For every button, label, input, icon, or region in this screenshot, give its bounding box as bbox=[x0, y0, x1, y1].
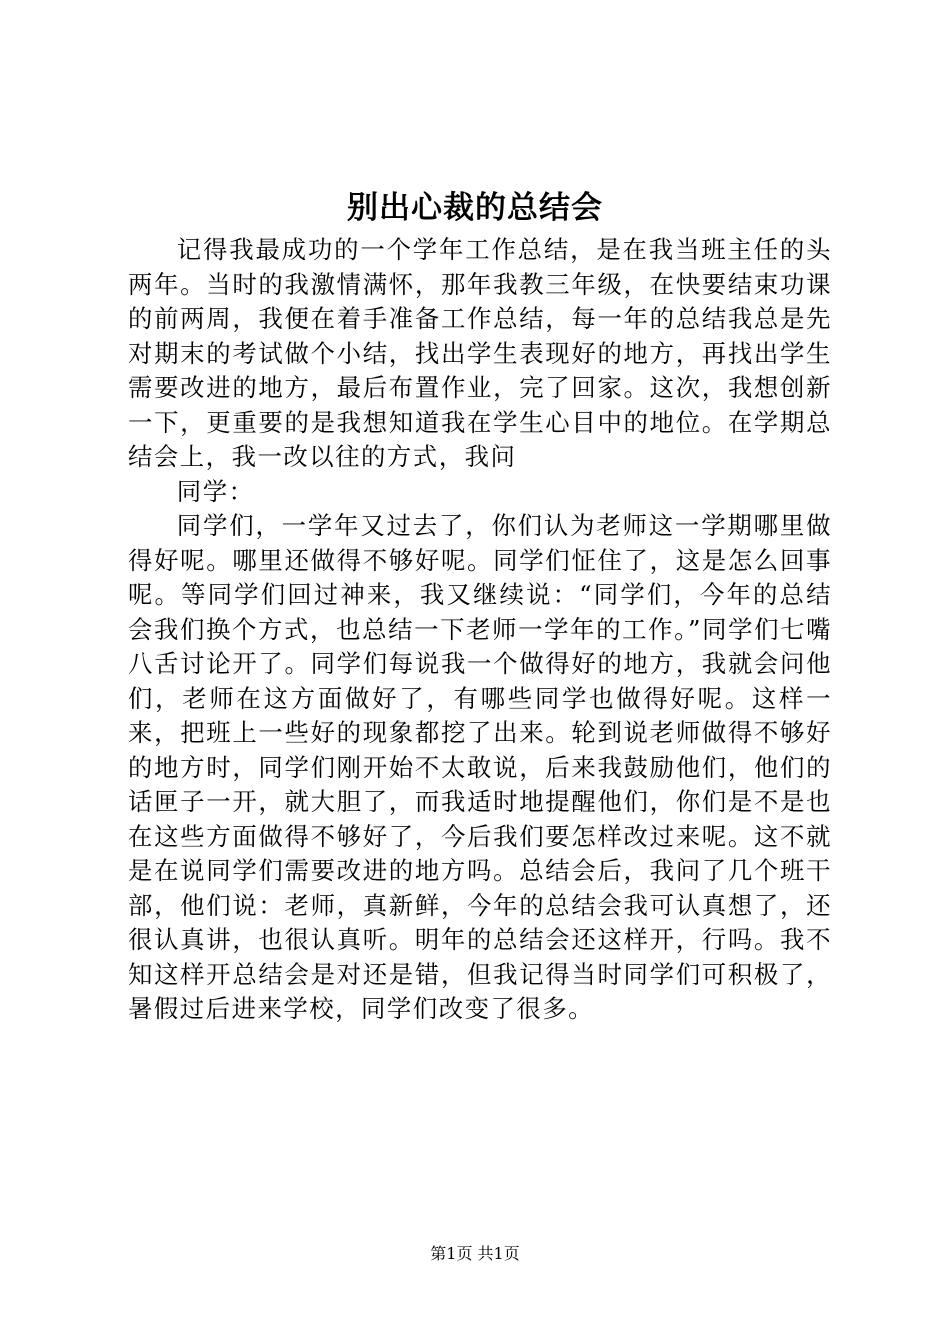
page-footer: 第1页 共1页 bbox=[430, 1244, 520, 1263]
paragraph: 同学： bbox=[176, 476, 255, 506]
document-body bbox=[128, 233, 832, 1027]
document-title: 别出心裁的总结会 bbox=[347, 190, 603, 226]
paragraph: 同学们，一学年又过去了，你们认为老师这一学期哪里做得好呢。哪里还做得不够好呢。同学们怔住了，这是怎么回事呢。等同学们回过神来，我又继续说：“同学们，今年的总结会我们换个方式，也总结一下老师一学年的工作。”同学们七嘴八舌讨论开了。同学们每说我一个做得好的地方，我就会问他们，老师在这方面做好了，有哪些同学也做得好呢。这样一来，把班上一些好的现象都挖了出来。轮到说老师做得不够好的地方时，同学们刚开始不太敢说，后来我鼓励他们，他们的话匣子一开，就大胆了，而我适时地提醒他们，你们是不是也在这些方面做得不够好了，今后我们要怎样改过来呢。这不就是在说同学们需要改进的地方吗。总结会后，我问了几个班干部，他们说：老师，真新鲜，今年的总结会我可认真想了，还很认真讲，也很认真听。明年的总结会还这样开，行吗。我不知这样开总结会是对还是错，但我记得当时同学们可积极了，暑假过后进来学校，同学们改变了很多。 bbox=[128, 511, 832, 1023]
paragraph: 记得我最成功的一个学年工作总结，是在我当班主任的头两年。当时的我激情满怀，那年我教三年级，在快要结束功课的前两周，我便在着手准备工作总结，每一年的总结我总是先对期末的考试做个小结，找出学生表现好的地方，再找出学生需要改进的地方，最后布置作业，完了回家。这次，我想创新一下，更重要的是我想知道我在学生心目中的地位。在学期总结会上，我一改以往的方式，我问 bbox=[128, 235, 832, 471]
